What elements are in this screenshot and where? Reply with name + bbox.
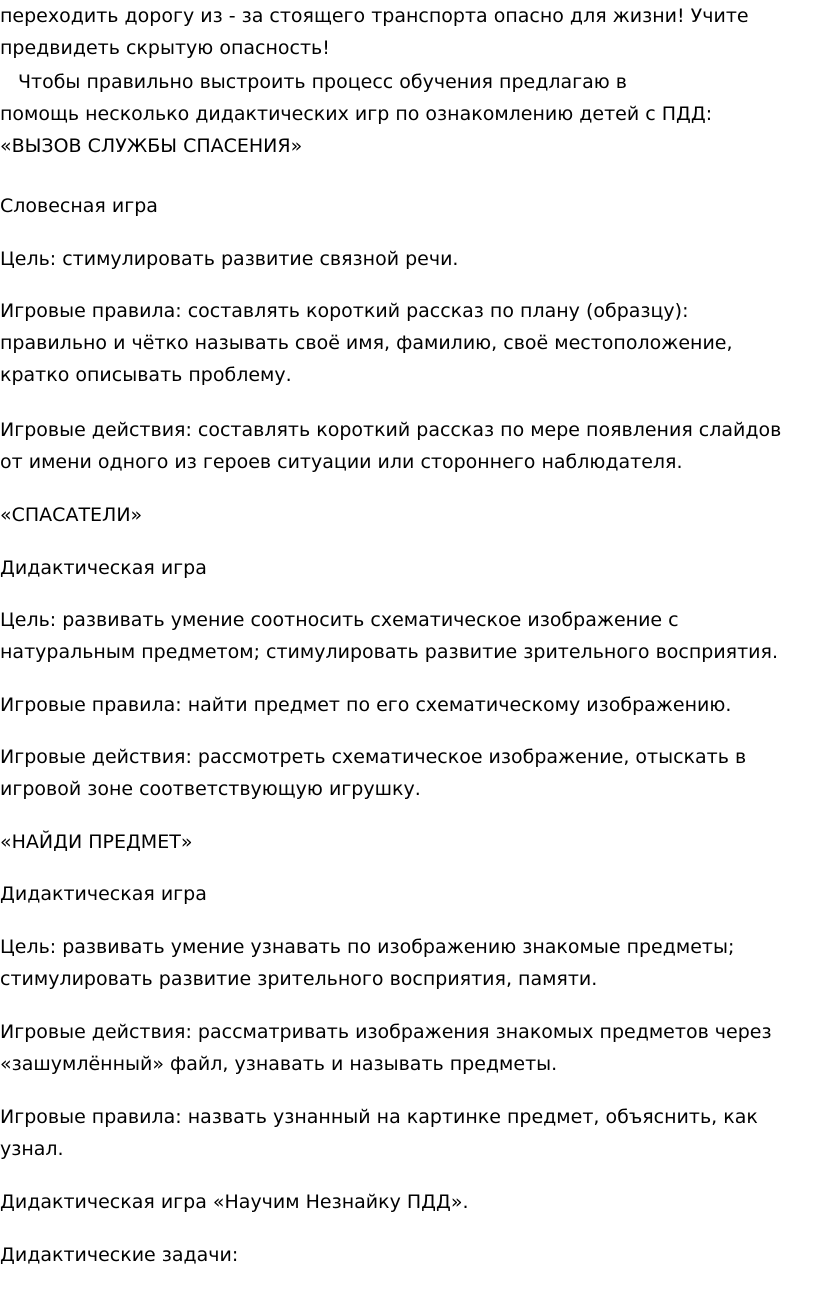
lead-line: Чтобы правильно выстроить процесс обучения предлагаю в [18, 71, 627, 93]
rules-line: Игровые правила: назвать узнанный на картинке предмет, объяснить, как [0, 1106, 758, 1128]
game-title: «ВЫЗОВ СЛУЖБЫ СПАСЕНИЯ» [0, 135, 303, 157]
actions-line: от имени одного из героев ситуации или стороннего наблюдателя. [0, 451, 683, 473]
goal-line: Цель: развивать умение узнавать по изображению знакомые предметы; [0, 936, 735, 958]
actions-line: Игровые действия: рассматривать изображения знакомых предметов через [0, 1021, 772, 1043]
game-rules [0, 295, 812, 391]
game-type: Дидактическая игра [0, 883, 207, 905]
game-actions [0, 1016, 812, 1080]
game-title: Дидактическая игра «Научим Незнайку ПДД». [0, 1191, 469, 1213]
rules-line: правильно и чётко называть своё имя, фамилию, своё местоположение, [0, 332, 733, 354]
actions-line: Игровые действия: рассмотреть схематическое изображение, отыскать в [0, 746, 747, 768]
rules-line: кратко описывать проблему. [0, 364, 292, 386]
actions-line: Игровые действия: составлять короткий рассказ по мере появления слайдов [0, 419, 782, 441]
actions-line: игровой зоне соответствующую игрушку. [0, 778, 421, 800]
goal-line: Цель: развивать умение соотносить схематическое изображение с [0, 609, 679, 631]
game-goal [0, 604, 812, 668]
game-type: Дидактическая игра [0, 557, 207, 579]
game-rules: Игровые правила: найти предмет по его схематическому изображению. [0, 694, 732, 716]
lead-paragraph [0, 66, 812, 162]
goal-line: стимулировать развитие зрительного восприятия, памяти. [0, 968, 598, 990]
game-rules [0, 1101, 812, 1165]
rules-line: Игровые правила: составлять короткий рассказ по плану (образцу): [0, 300, 689, 322]
game-type: Словесная игра [0, 195, 158, 217]
tasks-heading: Дидактические задачи: [0, 1244, 239, 1266]
game-actions [0, 414, 812, 478]
intro-line: переходить дорогу из - за стоящего транспорта опасно для жизни! Учите [0, 5, 749, 27]
game-title: «НАЙДИ ПРЕДМЕТ» [0, 831, 193, 853]
game-goal: Цель: стимулировать развитие связной речи. [0, 248, 459, 270]
goal-line: натуральным предметом; стимулировать развитие зрительного восприятия. [0, 641, 778, 663]
intro-paragraph [0, 0, 812, 64]
game-title: «СПАСАТЕЛИ» [0, 504, 143, 526]
actions-line: «зашумлённый» файл, узнавать и называть предметы. [0, 1053, 558, 1075]
game-goal [0, 931, 812, 995]
game-actions [0, 741, 812, 805]
intro-line: предвидеть скрытую опасность! [0, 37, 330, 59]
lead-line: помощь несколько дидактических игр по ознакомлению детей с ПДД: [0, 103, 713, 125]
rules-line: узнал. [0, 1138, 64, 1160]
